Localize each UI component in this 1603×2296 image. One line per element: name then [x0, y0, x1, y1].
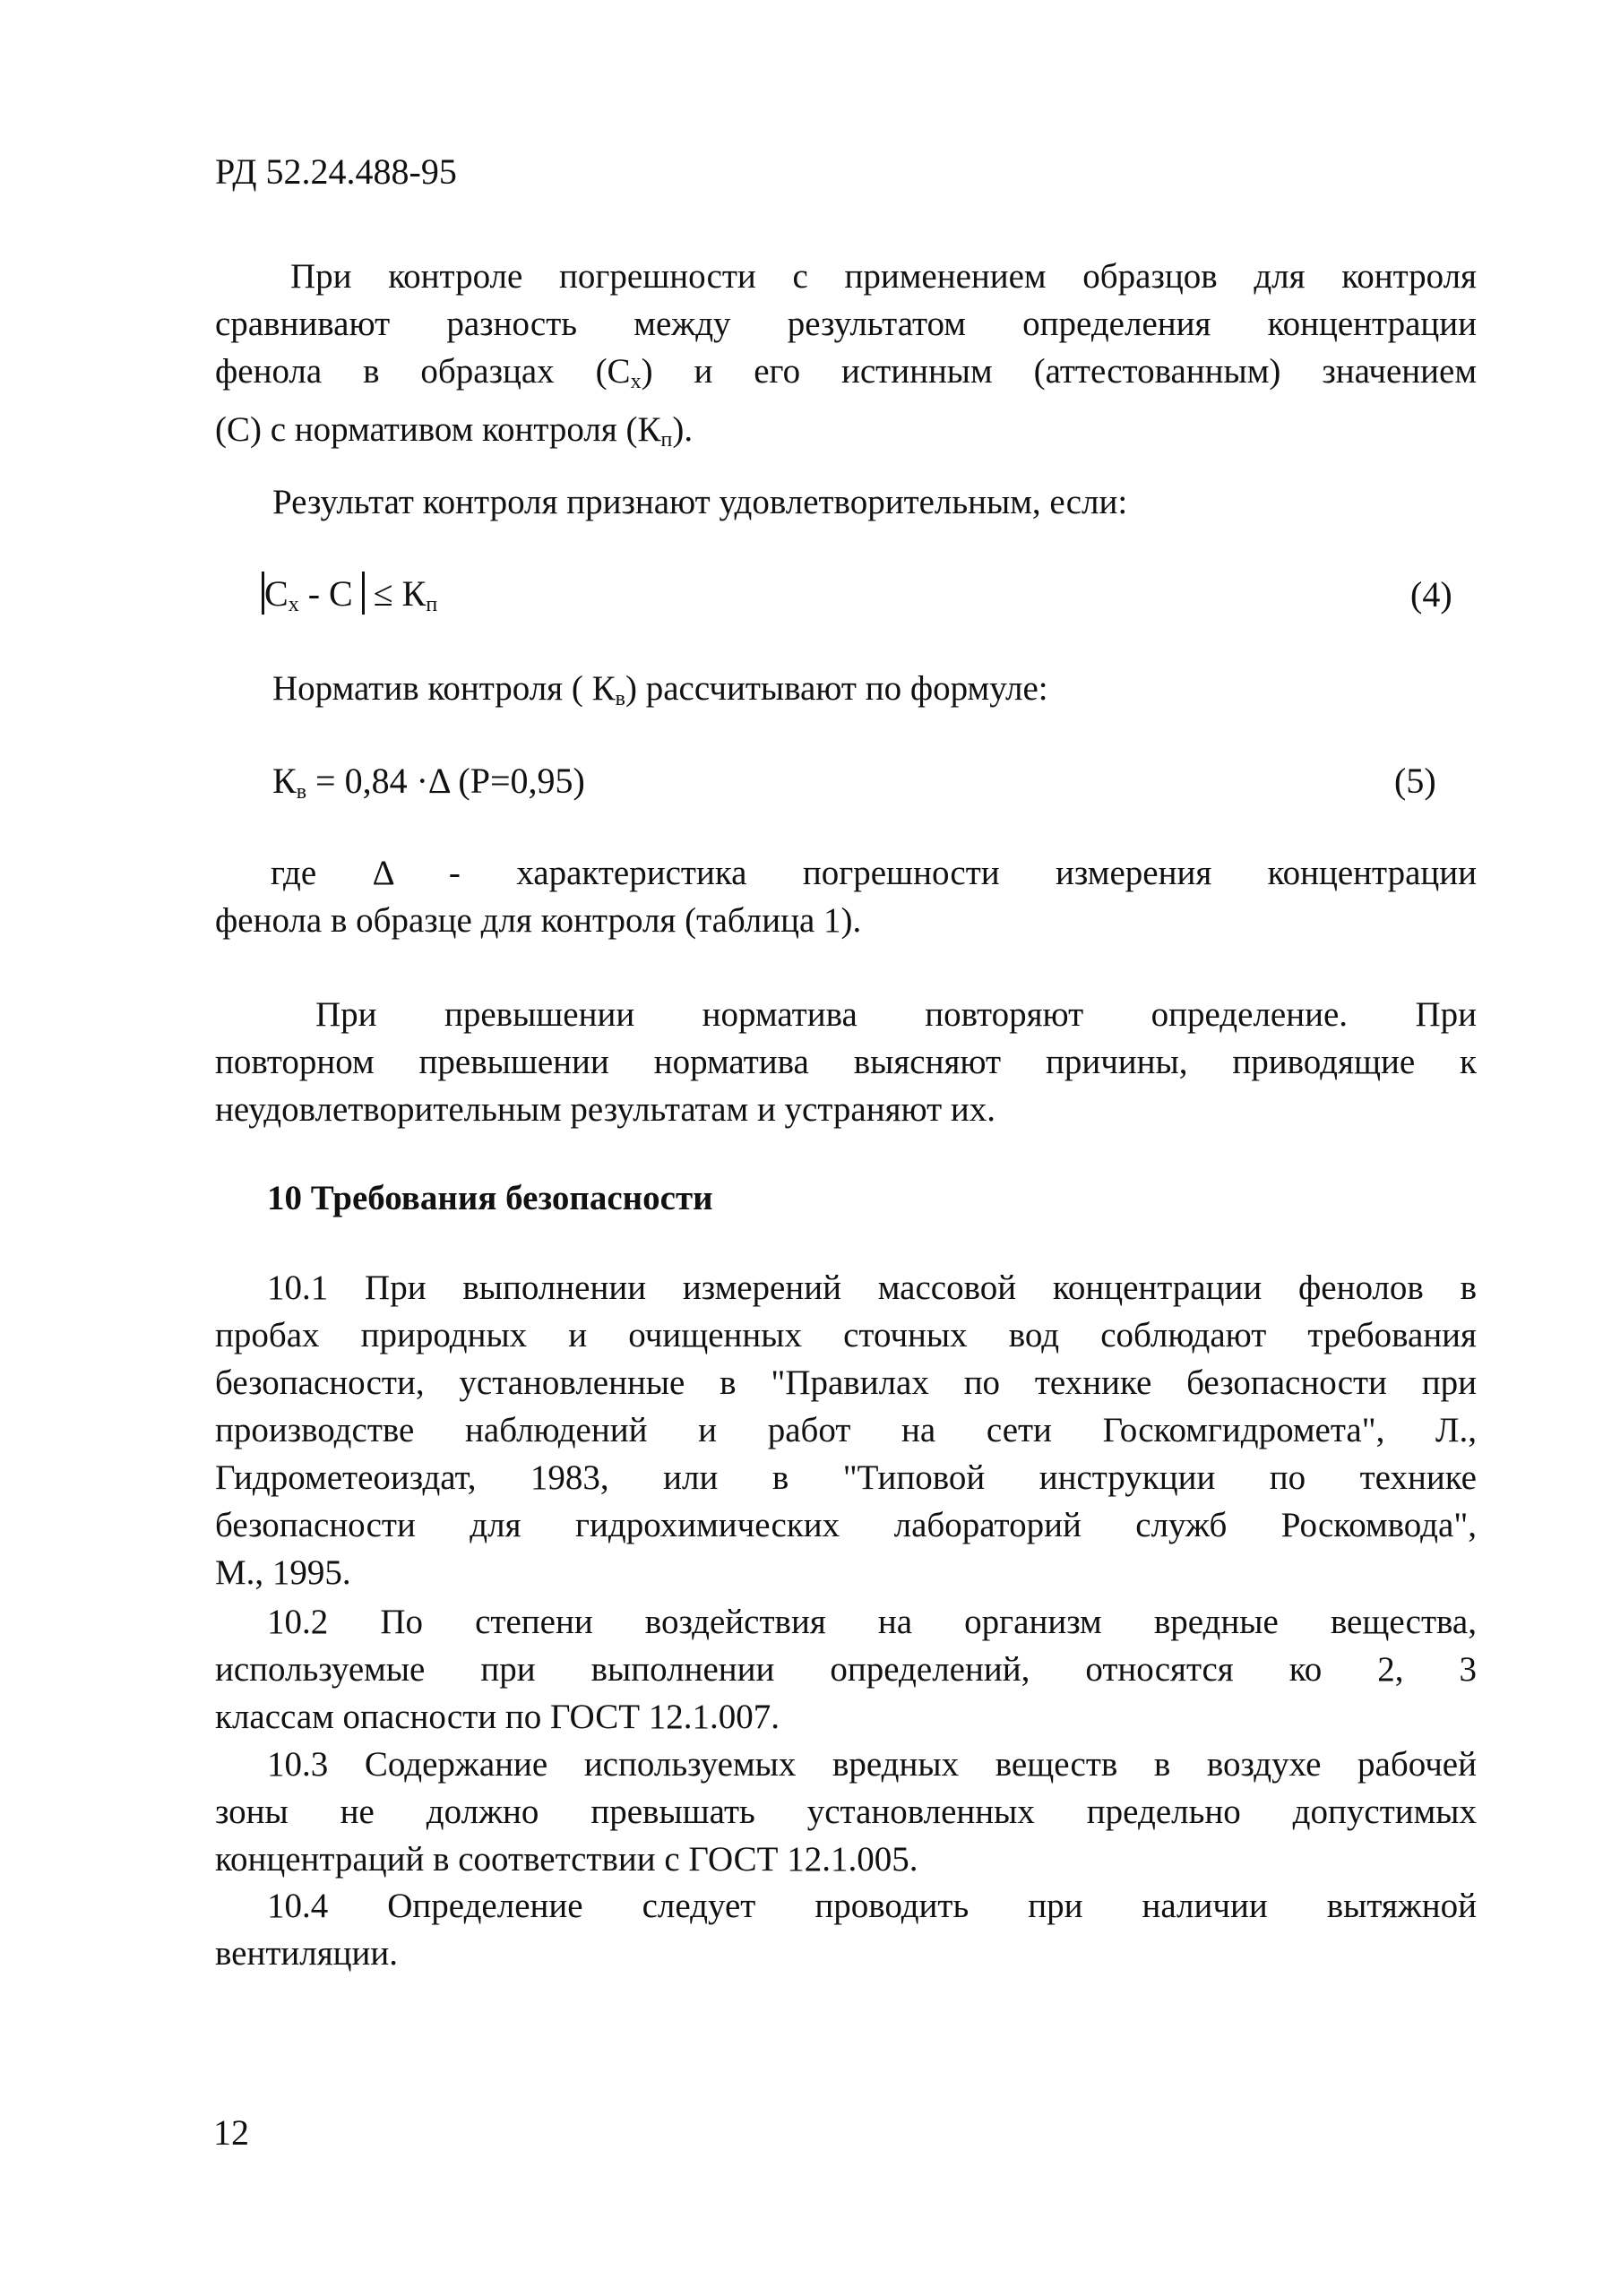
paragraph-line: зоны не должно превышать установленных предельно допустимых	[215, 1793, 1477, 1831]
paragraph-line: сравнивают разность между результатом определения концентрации	[215, 305, 1477, 343]
paragraph-line: Гидрометеоиздат, 1983, или в "Типовой инструкции по технике	[215, 1458, 1477, 1497]
paragraph-line: классам опасности по ГОСТ 12.1.007.	[215, 1698, 780, 1736]
paragraph-line: При контроле погрешности с применением образцов для контроля	[290, 257, 1477, 296]
paragraph-line: вентиляции.	[215, 1934, 399, 1973]
paragraph-line: фенола в образцах $(С_х)$ и его истинным (аттестованным) значением	[215, 352, 1477, 393]
clause-10-4	[215, 1882, 1477, 1977]
paragraph-control-norm: Норматив контроля ( $К_в$) рассчитывают по формуле:	[272, 669, 1048, 710]
formula-4-number: (4)	[1410, 574, 1452, 615]
paragraph-line: 10.3 Содержание используемых вредных веществ в воздухе рабочей	[267, 1745, 1477, 1784]
paragraph-exceedance	[215, 991, 1477, 1133]
paragraph-line: безопасности для гидрохимических лабораторий служб Роскомвода",	[215, 1506, 1477, 1544]
paragraph-line: безопасности, установленные в "Правилах по технике безопасности при	[215, 1363, 1477, 1402]
paragraph-line: используемые при выполнении определений, относятся ко 2, 3	[215, 1650, 1477, 1689]
paragraph-line: М., 1995.	[215, 1553, 351, 1592]
paragraph-line: неудовлетворительным результатам и устраняют их.	[215, 1090, 996, 1129]
paragraph-line: концентраций в соответствии с ГОСТ 12.1.005.	[215, 1840, 918, 1879]
paragraph-line: 10.4 Определение следует проводить при наличии вытяжной	[267, 1887, 1477, 1925]
paragraph-line: 10.1 При выполнении измерений массовой концентрации фенолов в	[267, 1268, 1477, 1307]
paragraph-line: 10.2 По степени воздействия на организм вредные вещества,	[267, 1603, 1477, 1641]
formula-5: $К_в = 0,84 \cdot\Delta$ (Р=0,95)	[272, 761, 585, 804]
paragraph-line: где Δ - характеристика погрешности измерения концентрации	[271, 854, 1477, 892]
formula-5-number: (5)	[1394, 761, 1436, 801]
page-number: 12	[213, 2112, 249, 2153]
paragraph-line: (С) с нормативом контроля $(К_п)$.	[215, 410, 694, 451]
document-code: РД 52.24.488-95	[215, 151, 457, 192]
clause-10-3	[215, 1741, 1477, 1883]
clause-10-2	[215, 1598, 1477, 1741]
paragraph-error-control	[215, 253, 1477, 464]
clause-10-1	[215, 1264, 1477, 1596]
paragraph-line: повторном превышении норматива выясняют причины, приводящие к	[215, 1043, 1477, 1081]
formula-4: $С_х - С \le К_п$	[262, 572, 437, 617]
paragraph-line: При превышении норматива повторяют определение. При	[315, 995, 1477, 1034]
paragraph-line: фенола в образце для контроля (таблица 1).	[215, 901, 862, 940]
paragraph-line: производстве наблюдений и работ на сети Госкомгидромета", Л.,	[215, 1411, 1477, 1449]
paragraph-line: пробах природных и очищенных сточных вод соблюдают требования	[215, 1316, 1477, 1354]
section-heading-safety: 10 Требования безопасности	[267, 1179, 713, 1217]
paragraph-delta-definition	[215, 849, 1477, 944]
paragraph-satisfactory-condition: Результат контроля признают удовлетворительным, если:	[272, 483, 1128, 521]
